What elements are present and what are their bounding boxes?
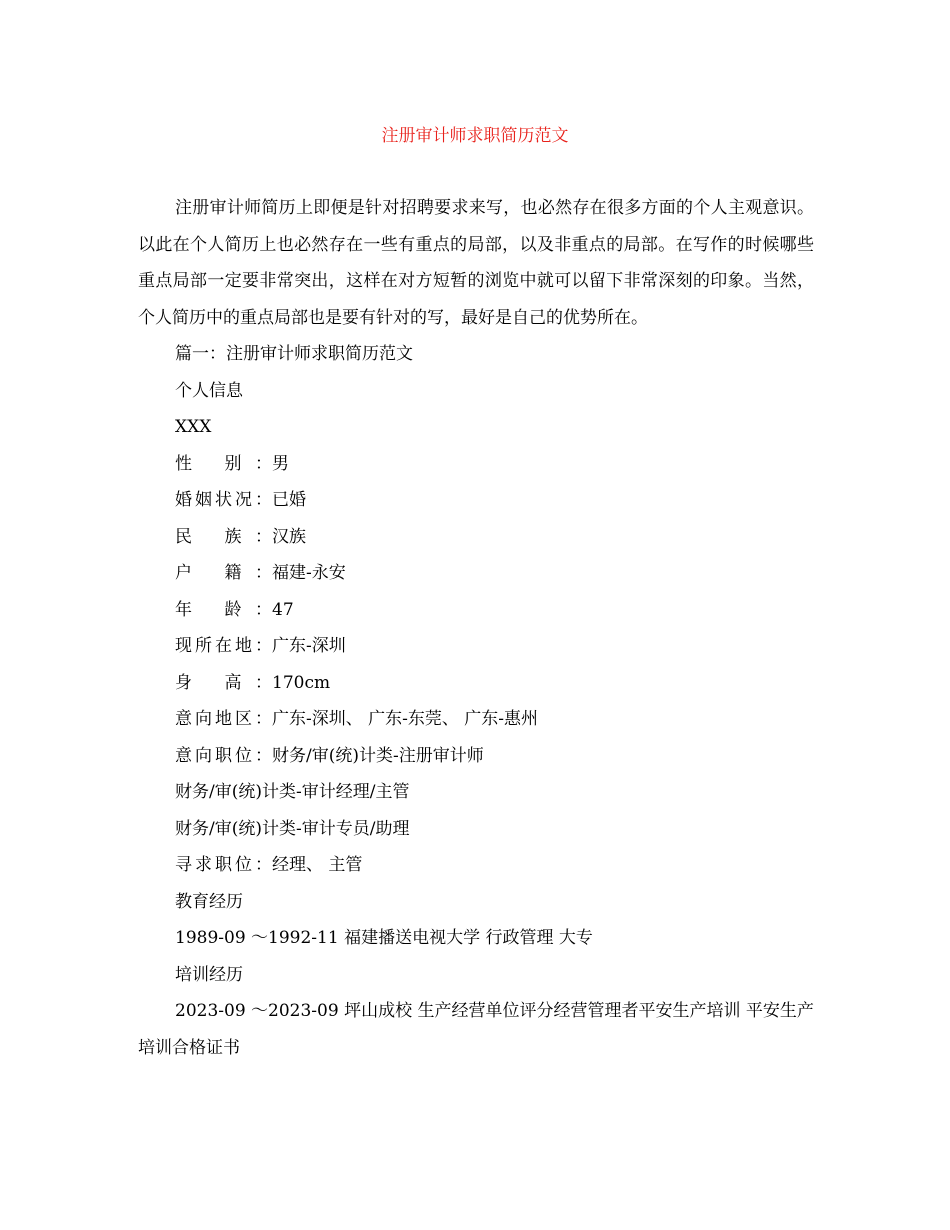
section-heading: 篇一：注册审计师求职简历范文 [175,344,413,364]
field-label: 意向地区： [175,709,272,729]
field-value: 170cm [272,672,331,693]
field-household [138,555,814,592]
document-title: 注册审计师求职简历范文 [381,126,569,146]
field-preferred-position [138,738,814,775]
field-value: 经理、 主管 [272,855,363,875]
field-seeking-position [138,847,814,884]
training-entry: 2023-09 ～2023-09 坪山成校 生产经营单位评分经营管理者平安生产培训 平安生产培训合格证书 [138,1001,814,1058]
field-label: 身 高： [175,672,272,693]
field-label: 性 别： [175,453,272,474]
extra-position: 财务/审(统)计类-审计经理/主管 [175,782,410,802]
field-value: 福建-永安 [272,563,346,583]
document-body [138,190,814,1066]
field-label: 年 龄： [175,599,272,620]
field-label: 寻求职位： [175,855,272,875]
field-value: 47 [272,599,294,620]
extra-position: 财务/审(统)计类-审计专员/助理 [175,818,410,839]
field-age [138,592,814,629]
education-entry: 1989-09 ～1992-11 福建播送电视大学 行政管理 大专 [175,928,593,948]
field-current-location [138,628,814,665]
field-value: 男 [272,453,289,474]
field-value: 广东-深圳、 广东-东莞、 广东-惠州 [272,709,539,729]
field-label: 户 籍： [175,563,272,583]
field-label: 民 族： [175,526,272,547]
education-heading: 教育经历 [175,891,243,912]
candidate-name: XXX [175,417,212,437]
field-ethnicity [138,519,814,556]
field-height [138,665,814,702]
field-value: 汉族 [272,526,306,547]
field-value: 已婚 [272,490,306,510]
field-gender [138,446,814,483]
field-label: 意向职位： [175,745,272,766]
training-heading: 培训经历 [175,964,243,985]
intro-paragraph: 注册审计师简历上即便是针对招聘要求来写，也必然存在很多方面的个人主观意识。以此在个人简历上也必然存在一些有重点的局部，以及非重点的局部。在写作的时候哪些重点局部一定要非常突出，这样在对方短暂的浏览中就可以留下非常深刻的印象。当然，个人简历中的重点局部也是要有针对的写，最好是自己的优势所在。 [138,198,814,328]
field-label: 现所在地： [175,636,272,656]
field-marital-status [138,482,814,519]
personal-info-heading: 个人信息 [175,380,243,401]
field-value: 广东-深圳 [272,636,346,656]
field-label: 婚姻状况： [175,490,272,510]
field-preferred-region [138,701,814,738]
field-value: 财务/审(统)计类-注册审计师 [272,745,484,766]
